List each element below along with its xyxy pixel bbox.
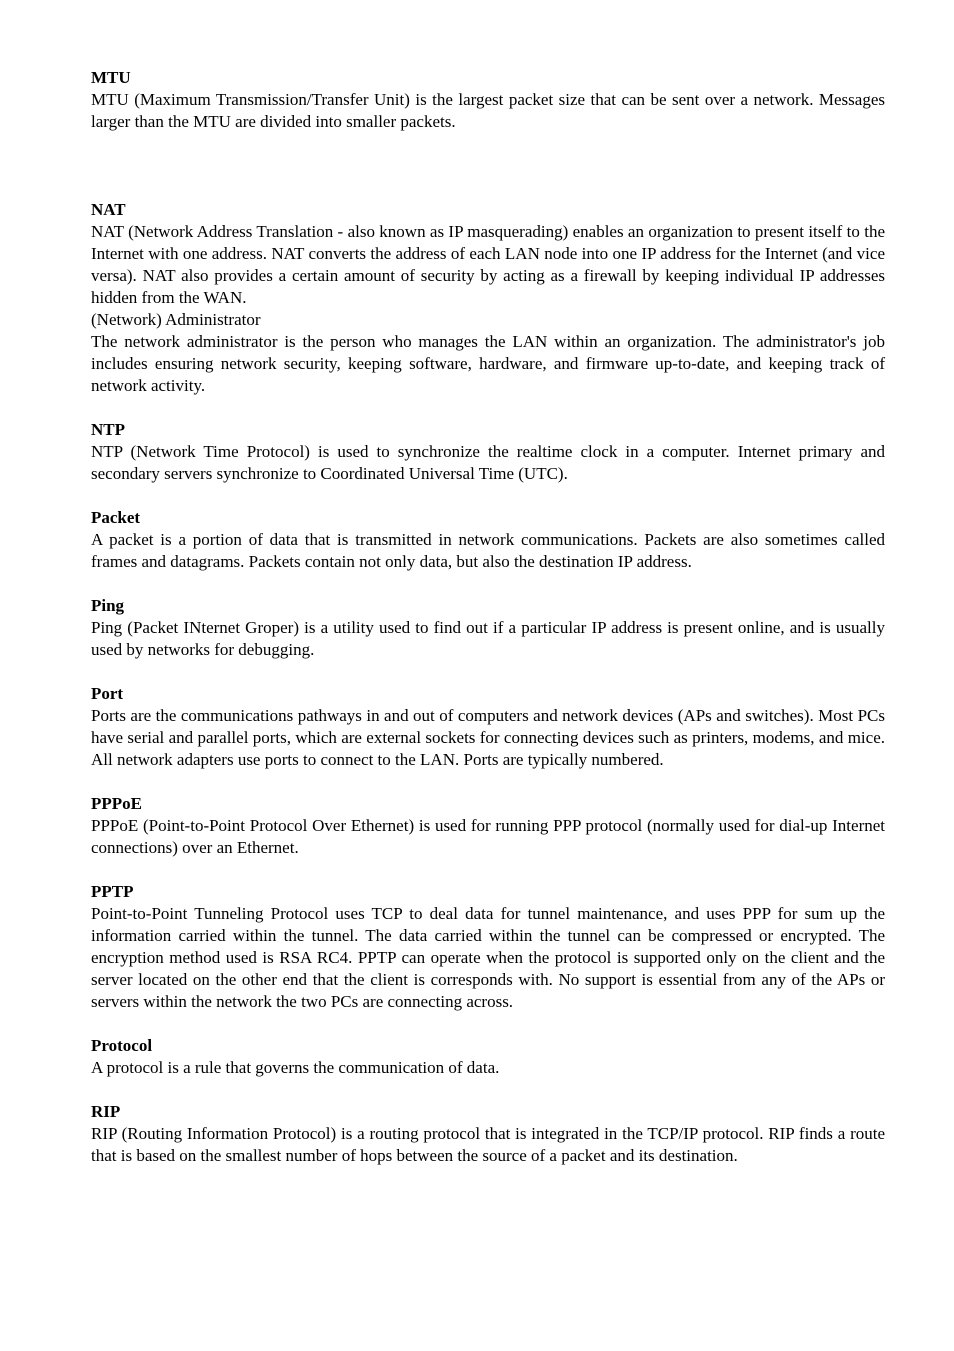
term-heading: NAT: [91, 200, 126, 219]
term-definition: A packet is a portion of data that is transmitted in network communications. Packets are also sometimes called frames and datagrams. Packets contain not only data, but also the destination IP address.: [91, 530, 885, 571]
term-definition: RIP (Routing Information Protocol) is a routing protocol that is integrated in the TCP/IP protocol. RIP finds a route that is based on the smallest number of hops between the source of a packet and its destination.: [91, 1124, 885, 1165]
term-heading: Packet: [91, 508, 141, 527]
glossary-entry-packet: [91, 507, 885, 573]
glossary-entry-mtu: [91, 67, 885, 133]
term-definition: A protocol is a rule that governs the communication of data.: [91, 1058, 500, 1077]
term-heading: Ping: [91, 596, 125, 615]
term-definition: NTP (Network Time Protocol) is used to synchronize the realtime clock in a computer. Internet primary and secondary servers synchronize to Coordinated Universal Time (UTC).: [91, 442, 885, 483]
term-definition: Point-to-Point Tunneling Protocol uses TCP to deal data for tunnel maintenance, and uses PPP for sum up the information carried within the tunnel. The data carried within the tunnel can be compressed or encrypted. The encryption method used is RSA RC4. PPTP can operate when the protocol is supported only on the client and the server located on the other end that the client is corresponds with. No support is essential from any of the APs or servers within the network the two PCs are connecting across.: [91, 904, 885, 1011]
glossary-entry-ping: [91, 595, 885, 661]
term-definition: NAT (Network Address Translation - also known as IP masquerading) enables an organization to present itself to the Internet with one address. NAT converts the address of each LAN node into one IP address for the Internet (and vice versa). NAT also provides a certain amount of security by acting as a firewall by keeping individual IP addresses hidden from the WAN.: [91, 222, 885, 307]
term-heading: NTP: [91, 420, 125, 439]
glossary-entry-ntp: [91, 419, 885, 485]
term-heading: PPPoE: [91, 794, 142, 813]
glossary-entry-nat: [91, 199, 885, 397]
glossary-entry-pptp: [91, 881, 885, 1013]
term-definition: Ping (Packet INternet Groper) is a utility used to find out if a particular IP address is present online, and is usually used by networks for debugging.: [91, 618, 885, 659]
term-definition: PPPoE (Point-to-Point Protocol Over Ethernet) is used for running PPP protocol (normally used for dial-up Internet connections) over an Ethernet.: [91, 816, 885, 857]
glossary-entry-pppoe: [91, 793, 885, 859]
term-definition: Ports are the communications pathways in and out of computers and network devices (APs and switches). Most PCs have serial and parallel ports, which are external sockets for connecting devices such as printers, modems, and mice. All network adapters use ports to connect to the LAN. Ports are typically numbered.: [91, 706, 885, 769]
term-heading: Protocol: [91, 1036, 153, 1055]
term-heading: RIP: [91, 1102, 121, 1121]
glossary-entry-protocol: [91, 1035, 885, 1079]
term-heading: Port: [91, 684, 124, 703]
term-definition: MTU (Maximum Transmission/Transfer Unit) is the largest packet size that can be sent over a network. Messages larger than the MTU are divided into smaller packets.: [91, 90, 885, 131]
term-heading: MTU: [91, 68, 131, 87]
glossary-entry-rip: [91, 1101, 885, 1167]
glossary-page: [91, 67, 885, 1167]
glossary-entry-port: [91, 683, 885, 771]
subterm-definition: The network administrator is the person who manages the LAN within an organization. The administrator's job includes ensuring network security, keeping software, hardware, and firmware up-to-date, and keeping track of network activity.: [91, 332, 885, 395]
term-heading: PPTP: [91, 882, 134, 901]
subterm-heading: (Network) Administrator: [91, 310, 261, 329]
